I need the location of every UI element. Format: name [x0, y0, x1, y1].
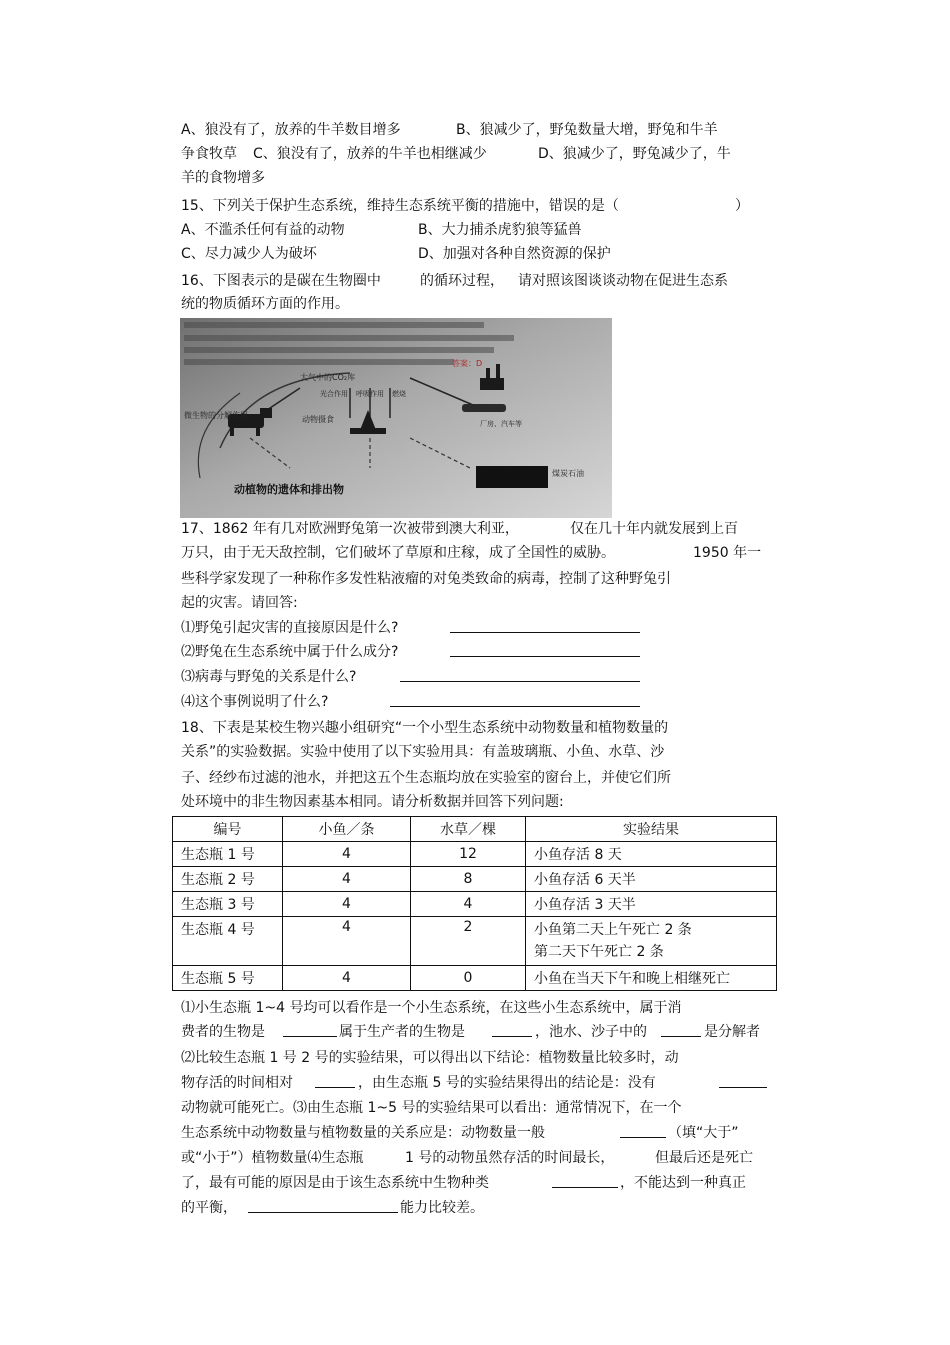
table-cell: 小鱼在当天下午和晚上相继死亡	[526, 966, 777, 991]
q18-answer-line2b: 属于生产者的生物是	[339, 1024, 465, 1040]
table-row	[173, 917, 777, 966]
q18-stem-line2: 关系”的实验数据。实验中使用了以下实验用具：有盖玻璃瓶、小鱼、水草、沙	[181, 744, 665, 760]
q14-option-b-cont: 争食牧草	[181, 146, 237, 162]
q18-relation-blank[interactable]	[620, 1123, 666, 1144]
table-cell: 4	[283, 842, 411, 867]
table-cell: 生态瓶 2 号	[173, 867, 283, 892]
q18-answer-line9a: 的平衡，	[181, 1200, 237, 1216]
q14-option-b: B、狼减少了，野兔数量大增，野兔和牛羊	[456, 122, 718, 138]
carbon-cycle-photo	[180, 318, 612, 518]
table-header-id: 编号	[173, 817, 283, 842]
table-row	[173, 867, 777, 892]
q18-answer-line2c: ，池水、沙子中的	[535, 1024, 647, 1040]
q18-stem-line3: 子、经纱布过滤的池水，并把这五个生态瓶均放在实验室的窗台上，并使它们所	[181, 770, 671, 786]
figure-animal-feeding: 动物摄食	[302, 415, 334, 424]
table-cell: 小鱼存活 3 天半	[526, 892, 777, 917]
table-cell: 8	[411, 867, 526, 892]
q15-paren-close: ）	[735, 198, 749, 214]
q17-answer3-blank[interactable]	[400, 667, 640, 688]
q17-sub2: ⑵野兔在生态系统中属于什么成分?	[181, 644, 399, 660]
q18-answer-line4b: ，由生态瓶 5 号的实验结果得出的结论是：没有	[358, 1075, 656, 1091]
q18-ability-blank[interactable]	[248, 1198, 398, 1219]
q18-answer-line8a: 了，最有可能的原因是由于该生态系统中生物种类	[181, 1175, 489, 1191]
q17-answer2-blank[interactable]	[450, 642, 640, 663]
q17-stem-line4: 起的灾害。请回答:	[181, 595, 298, 611]
q18-producer-blank[interactable]	[492, 1022, 532, 1043]
table-row	[173, 892, 777, 917]
figure-remains: 动植物的遗体和排出物	[234, 483, 344, 496]
q17-stem-line3: 些科学家发现了一种称作多发性粘液瘤的对兔类致命的病毒，控制了这种野兔引	[181, 571, 671, 587]
q18-without-blank[interactable]	[719, 1073, 767, 1094]
q18-answer-line7a: 或“小于”）植物数量⑷生态瓶	[181, 1150, 364, 1166]
q16-stem-part3: 请对照该图谈谈动物在促进生态系	[518, 273, 728, 289]
q18-answer-line1: ⑴小生态瓶 1~4 号均可以看作是一个小生态系统，在这些小生态系统中，属于消	[181, 1000, 682, 1016]
q17-stem-line1b: 仅在几十年内就发展到上百	[570, 521, 738, 537]
table-cell-line: 小鱼第二天上午死亡 2 条	[534, 922, 692, 938]
table-cell: 4	[283, 917, 411, 966]
q18-answer-line3: ⑵比较生态瓶 1 号 2 号的实验结果，可以得出以下结论：植物数量比较多时，动	[181, 1050, 679, 1066]
figure-combustion: 燃烧	[392, 390, 406, 398]
q18-answer-line8b: ，不能达到一种真正	[620, 1175, 746, 1191]
q17-sub4: ⑷这个事例说明了什么?	[181, 694, 329, 710]
q14-option-c: C、狼没有了，放养的牛羊也相继减少	[253, 146, 487, 162]
table-cell: 0	[411, 966, 526, 991]
table-cell: 小鱼存活 6 天半	[526, 867, 777, 892]
table-header-fish: 小鱼／条	[283, 817, 411, 842]
table-header-weed: 水草／棵	[411, 817, 526, 842]
table-cell: 4	[283, 867, 411, 892]
q18-stem-line1: 18、下表是某校生物兴趣小组研究“一个小型生态系统中动物数量和植物数量的	[181, 720, 669, 736]
table-row	[173, 966, 777, 991]
q15-option-d: D、加强对各种自然资源的保护	[418, 246, 611, 262]
q18-time-blank[interactable]	[315, 1073, 355, 1094]
q18-answer-line2d: 是分解者	[704, 1024, 760, 1040]
q18-decomposer-blank[interactable]	[661, 1022, 701, 1043]
q17-sub3: ⑶病毒与野兔的关系是什么?	[181, 669, 357, 685]
table-cell: 生态瓶 5 号	[173, 966, 283, 991]
q14-option-d: D、狼减少了，野兔减少了，牛	[538, 146, 731, 162]
q17-stem-line2b: 1950 年一	[693, 545, 762, 561]
table-cell: 生态瓶 4 号	[173, 917, 283, 966]
q18-answer-line6b: （填“大于”	[668, 1125, 739, 1141]
table-cell: 4	[411, 892, 526, 917]
table-cell: 生态瓶 1 号	[173, 842, 283, 867]
table-cell: 12	[411, 842, 526, 867]
q18-answer-line7c: 但最后还是死亡	[655, 1150, 753, 1166]
table-cell: 小鱼存活 8 天	[526, 842, 777, 867]
q18-answer-line5: 动物就可能死亡。⑶由生态瓶 1~5 号的实验结果可以看出：通常情况下，在一个	[181, 1100, 682, 1116]
table-cell: 4	[283, 892, 411, 917]
q15-option-a: A、不滥杀任何有益的动物	[181, 222, 345, 238]
q16-stem-line2: 统的物质循环方面的作用。	[181, 296, 349, 312]
q17-stem-line1a: 17、1862 年有几对欧洲野兔第一次被带到澳大利亚，	[181, 521, 519, 537]
q16-stem-part1: 16、下图表示的是碳在生物圈中	[181, 273, 381, 289]
figure-respiration: 呼吸作用	[356, 390, 384, 398]
q14-option-a: A、狼没有了，放养的牛羊数目增多	[181, 122, 401, 138]
q15-option-b: B、大力捕杀虎豹狼等猛兽	[418, 222, 582, 238]
figure-answer-label: 答案：D	[452, 359, 483, 368]
q18-answer-line6a: 生态系统中动物数量与植物数量的关系应是：动物数量一般	[181, 1125, 545, 1141]
q18-consumer-blank[interactable]	[283, 1022, 337, 1043]
table-header-row	[173, 817, 777, 842]
figure-decomposer: 微生物的分解作用	[184, 411, 248, 420]
q14-option-d-cont: 羊的食物增多	[181, 170, 265, 186]
figure-air-co2: 大气中的CO₂库	[300, 373, 356, 382]
figure-fossil: 煤炭石油	[552, 469, 584, 478]
q17-stem-line2a: 万只，由于无天敌控制，它们破坏了草原和庄稼，成了全国性的威胁。	[181, 545, 615, 561]
q15-option-c: C、尽力减少人为破坏	[181, 246, 317, 262]
experiment-table	[172, 816, 777, 991]
fossil-fuel-block	[476, 466, 548, 488]
q18-answer-line9b: 能力比较差。	[400, 1200, 484, 1216]
table-cell-line: 第二天下午死亡 2 条	[534, 944, 664, 960]
q16-stem-part2: 的循环过程，	[420, 273, 504, 289]
table-cell: 2	[411, 917, 526, 966]
table-cell: 4	[283, 966, 411, 991]
q18-answer-line2a: 费者的生物是	[181, 1024, 265, 1040]
q15-stem: 15、下列关于保护生态系统，维持生态系统平衡的措施中，错误的是（	[181, 198, 619, 214]
figure-photosynthesis: 光合作用	[320, 390, 348, 398]
q18-species-blank[interactable]	[552, 1173, 618, 1194]
table-header-result: 实验结果	[526, 817, 777, 842]
q18-answer-line4a: 物存活的时间相对	[181, 1075, 293, 1091]
q17-sub1: ⑴野兔引起灾害的直接原因是什么?	[181, 620, 399, 636]
q17-answer1-blank[interactable]	[450, 618, 640, 639]
q18-stem-line4: 处环境中的非生物因素基本相同。请分析数据并回答下列问题:	[181, 794, 564, 810]
table-cell: 生态瓶 3 号	[173, 892, 283, 917]
q18-answer-line7b: 1 号的动物虽然存活的时间最长，	[405, 1150, 615, 1166]
figure-factory: 厂房、汽车等	[480, 420, 522, 428]
q17-answer4-blank[interactable]	[390, 692, 640, 713]
table-cell-multiline	[526, 917, 777, 966]
car-icon	[462, 404, 506, 412]
table-row	[173, 842, 777, 867]
